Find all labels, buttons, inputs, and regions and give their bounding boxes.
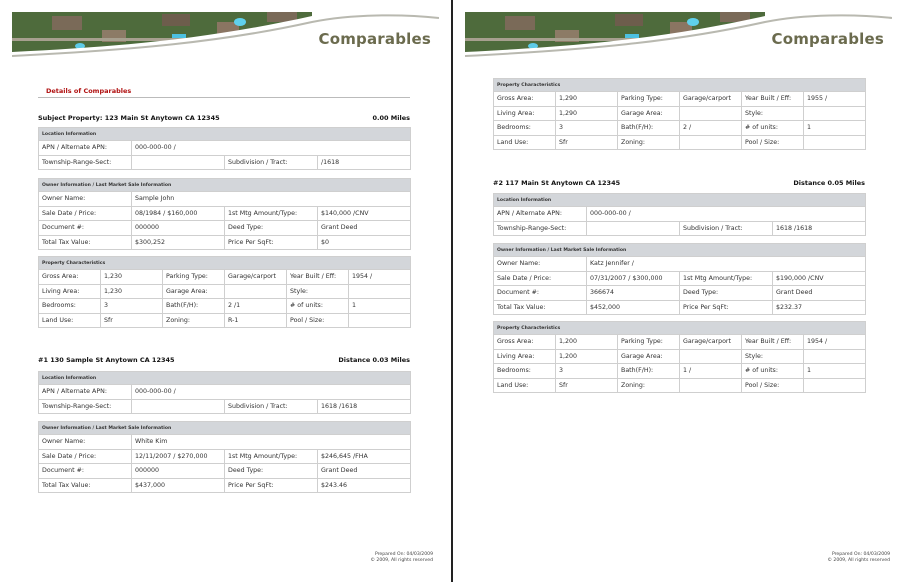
year-built-value: 1954 / [804, 335, 866, 350]
year-built-label: Year Built / Eff: [287, 270, 349, 285]
sale-label: Sale Date / Price: [494, 271, 587, 286]
mtg-value: $246,645 /FHA [318, 449, 411, 464]
owner-name-label: Owner Name: [39, 192, 132, 207]
zoning-value: R-1 [225, 313, 287, 328]
year-built-label: Year Built / Eff: [742, 92, 804, 107]
prepared-on: Prepared On: 04/03/2009 [374, 552, 433, 557]
comp2-owner-table [493, 243, 866, 315]
pool-label: Pool / Size: [742, 135, 804, 150]
land-use-value: Sfr [101, 313, 163, 328]
units-label: # of units: [742, 364, 804, 379]
document-label: Document #: [39, 221, 132, 236]
garage-area-label: Garage Area: [163, 284, 225, 299]
living-area-value: 1,290 [556, 106, 618, 121]
parking-value: Garage/carport [680, 335, 742, 350]
tax-value: $452,000 [587, 300, 680, 315]
apn-value: 000-000-00 / [587, 207, 866, 222]
township-value [132, 155, 225, 170]
apn-label: APN / Alternate APN: [494, 207, 587, 222]
units-value: 1 [349, 299, 411, 314]
comp1-characteristics-table [493, 78, 866, 150]
comp2-location-table [493, 193, 866, 236]
parking-value: Garage/carport [680, 92, 742, 107]
subject-characteristics-table [38, 256, 411, 328]
bedrooms-label: Bedrooms: [494, 121, 556, 136]
ppsf-label: Price Per SqFt: [225, 235, 318, 250]
deed-label: Deed Type: [225, 464, 318, 479]
banner [465, 12, 892, 64]
tax-label: Total Tax Value: [39, 478, 132, 493]
ppsf-label: Price Per SqFt: [680, 300, 773, 315]
pool-value [804, 378, 866, 393]
comp1-location-table [38, 371, 411, 414]
living-area-label: Living Area: [494, 106, 556, 121]
bath-label: Bath(F/H): [618, 364, 680, 379]
comp1-owner-table [38, 421, 411, 493]
units-value: 1 [804, 121, 866, 136]
deed-label: Deed Type: [680, 286, 773, 301]
subject-address: Subject Property: 123 Main St Anytown CA 12345 [38, 114, 220, 122]
apn-value: 000-000-00 / [132, 385, 411, 400]
page-right [455, 0, 902, 582]
year-built-value: 1954 / [349, 270, 411, 285]
tax-label: Total Tax Value: [494, 300, 587, 315]
bath-value: 2 /1 [225, 299, 287, 314]
section-title: Details of Comparables [46, 87, 132, 95]
land-use-label: Land Use: [494, 378, 556, 393]
subdivision-label: Subdivision / Tract: [225, 399, 318, 414]
subdivision-value: 1618 /1618 [318, 399, 411, 414]
style-value [804, 349, 866, 364]
owner-header: Owner Information / Last Market Sale Information [39, 422, 411, 435]
gross-area-value: 1,230 [101, 270, 163, 285]
subdivision-value: 1618 /1618 [773, 221, 866, 236]
gross-area-value: 1,200 [556, 335, 618, 350]
sale-value: 08/1984 / $160,000 [132, 206, 225, 221]
living-area-label: Living Area: [494, 349, 556, 364]
pool-label: Pool / Size: [742, 378, 804, 393]
owner-header: Owner Information / Last Market Sale Information [39, 179, 411, 192]
bath-value: 2 / [680, 121, 742, 136]
township-value [132, 399, 225, 414]
pool-value [349, 313, 411, 328]
township-label: Township-Range-Sect: [494, 221, 587, 236]
bedrooms-label: Bedrooms: [494, 364, 556, 379]
bedrooms-value: 3 [556, 364, 618, 379]
banner-title: Comparables [318, 30, 431, 48]
garage-area-label: Garage Area: [618, 106, 680, 121]
zoning-value [680, 378, 742, 393]
mtg-label: 1st Mtg Amount/Type: [225, 449, 318, 464]
tax-value: $437,000 [132, 478, 225, 493]
ppsf-label: Price Per SqFt: [225, 478, 318, 493]
parking-value: Garage/carport [225, 270, 287, 285]
deed-value: Grant Deed [318, 221, 411, 236]
land-use-value: Sfr [556, 135, 618, 150]
page-divider [451, 0, 453, 582]
units-label: # of units: [742, 121, 804, 136]
gross-area-value: 1,290 [556, 92, 618, 107]
mtg-value: $140,000 /CNV [318, 206, 411, 221]
township-label: Township-Range-Sect: [39, 399, 132, 414]
parking-label: Parking Type: [618, 92, 680, 107]
zoning-value [680, 135, 742, 150]
owner-name-value: Sample John [132, 192, 411, 207]
mtg-label: 1st Mtg Amount/Type: [225, 206, 318, 221]
sale-value: 07/31/2007 / $300,000 [587, 271, 680, 286]
subject-location-table [38, 127, 411, 170]
footer [827, 552, 890, 564]
apn-label: APN / Alternate APN: [39, 385, 132, 400]
owner-header: Owner Information / Last Market Sale Information [494, 244, 866, 257]
copyright: © 2009, All rights reserved [827, 558, 890, 563]
year-built-label: Year Built / Eff: [742, 335, 804, 350]
bath-label: Bath(F/H): [163, 299, 225, 314]
pool-value [804, 135, 866, 150]
copyright: © 2009, All rights reserved [370, 558, 433, 563]
owner-name-value: White Kim [132, 435, 411, 450]
sale-label: Sale Date / Price: [39, 206, 132, 221]
parking-label: Parking Type: [618, 335, 680, 350]
prepared-on: Prepared On: 04/03/2009 [831, 552, 890, 557]
document-value: 000000 [132, 464, 225, 479]
bath-value: 1 / [680, 364, 742, 379]
comp1-heading [38, 356, 410, 364]
document-label: Document #: [39, 464, 132, 479]
mtg-value: $190,000 /CNV [773, 271, 866, 286]
gross-area-label: Gross Area: [39, 270, 101, 285]
subdivision-label: Subdivision / Tract: [225, 155, 318, 170]
township-value [587, 221, 680, 236]
units-label: # of units: [287, 299, 349, 314]
tax-value: $300,252 [132, 235, 225, 250]
owner-name-label: Owner Name: [39, 435, 132, 450]
section-divider [38, 97, 410, 98]
garage-area-value [680, 349, 742, 364]
owner-name-value: Katz Jennifer / [587, 257, 866, 272]
location-header: Location Information [494, 194, 866, 207]
pool-label: Pool / Size: [287, 313, 349, 328]
style-label: Style: [742, 349, 804, 364]
characteristics-header: Property Characteristics [39, 257, 411, 270]
living-area-value: 1,230 [101, 284, 163, 299]
ppsf-value: $243.46 [318, 478, 411, 493]
subject-distance: 0.00 Miles [372, 114, 410, 122]
zoning-label: Zoning: [618, 135, 680, 150]
land-use-label: Land Use: [494, 135, 556, 150]
location-header: Location Information [39, 128, 411, 141]
township-label: Township-Range-Sect: [39, 155, 132, 170]
document-value: 000000 [132, 221, 225, 236]
subdivision-label: Subdivision / Tract: [680, 221, 773, 236]
subject-property-heading [38, 114, 410, 122]
deed-label: Deed Type: [225, 221, 318, 236]
comp1-address: #1 130 Sample St Anytown CA 12345 [38, 356, 175, 364]
comp2-distance: Distance 0.05 Miles [793, 179, 865, 187]
comp2-address: #2 117 Main St Anytown CA 12345 [493, 179, 621, 187]
subject-owner-table [38, 178, 411, 250]
garage-area-value [680, 106, 742, 121]
sale-label: Sale Date / Price: [39, 449, 132, 464]
document-label: Document #: [494, 286, 587, 301]
year-built-value: 1955 / [804, 92, 866, 107]
characteristics-header: Property Characteristics [494, 322, 866, 335]
bedrooms-value: 3 [556, 121, 618, 136]
banner-title: Comparables [771, 30, 884, 48]
mtg-label: 1st Mtg Amount/Type: [680, 271, 773, 286]
living-area-value: 1,200 [556, 349, 618, 364]
land-use-value: Sfr [556, 378, 618, 393]
bath-label: Bath(F/H): [618, 121, 680, 136]
document-value: 366674 [587, 286, 680, 301]
sale-value: 12/11/2007 / $270,000 [132, 449, 225, 464]
style-value [349, 284, 411, 299]
tax-label: Total Tax Value: [39, 235, 132, 250]
units-value: 1 [804, 364, 866, 379]
owner-name-label: Owner Name: [494, 257, 587, 272]
land-use-label: Land Use: [39, 313, 101, 328]
bedrooms-value: 3 [101, 299, 163, 314]
ppsf-value: $0 [318, 235, 411, 250]
footer [370, 552, 433, 564]
gross-area-label: Gross Area: [494, 92, 556, 107]
parking-label: Parking Type: [163, 270, 225, 285]
comp2-characteristics-table [493, 321, 866, 393]
style-value [804, 106, 866, 121]
zoning-label: Zoning: [618, 378, 680, 393]
apn-value: 000-000-00 / [132, 141, 411, 156]
comp1-distance: Distance 0.03 Miles [338, 356, 410, 364]
living-area-label: Living Area: [39, 284, 101, 299]
gross-area-label: Gross Area: [494, 335, 556, 350]
garage-area-label: Garage Area: [618, 349, 680, 364]
style-label: Style: [742, 106, 804, 121]
style-label: Style: [287, 284, 349, 299]
garage-area-value [225, 284, 287, 299]
bedrooms-label: Bedrooms: [39, 299, 101, 314]
deed-value: Grant Deed [773, 286, 866, 301]
characteristics-header: Property Characteristics [494, 79, 866, 92]
banner [12, 12, 439, 64]
location-header: Location Information [39, 372, 411, 385]
deed-value: Grant Deed [318, 464, 411, 479]
ppsf-value: $232.37 [773, 300, 866, 315]
zoning-label: Zoning: [163, 313, 225, 328]
comp2-heading [493, 179, 865, 187]
apn-label: APN / Alternate APN: [39, 141, 132, 156]
subdivision-value: /1618 [318, 155, 411, 170]
